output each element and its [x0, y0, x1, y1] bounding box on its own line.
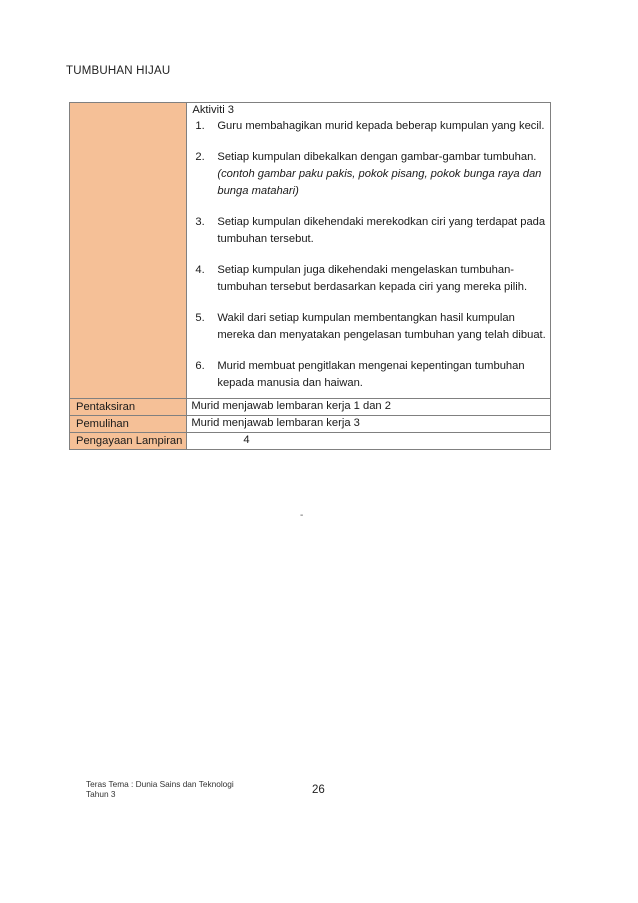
pemulihan-row: [70, 416, 551, 433]
step-text-wrapper: [217, 149, 546, 200]
activity-step: [191, 149, 546, 200]
activity-title: Aktiviti 3: [192, 104, 235, 116]
activity-steps-list: [191, 118, 546, 392]
activity-step: [191, 118, 546, 135]
step-text: Setiap kumpulan dibekalkan dengan gambar-gambar tumbuhan.: [217, 151, 537, 163]
pengayaan-value: 4: [243, 434, 250, 446]
pemulihan-label: Pemulihan: [70, 416, 187, 433]
pengayaan-value-cell: [187, 433, 551, 450]
lesson-plan-table: [69, 102, 551, 450]
activity-step: [191, 262, 546, 296]
activity-row: [70, 103, 551, 399]
activity-label-cell: [70, 103, 187, 399]
step-number: 3.: [195, 216, 205, 228]
pengayaan-label-cell: [70, 433, 187, 450]
step-number: 2.: [195, 151, 205, 163]
pengayaan-row: [70, 433, 551, 450]
step-text: Guru membahagikan murid kepada beberap kumpulan yang kecil.: [217, 120, 545, 132]
step-number: 5.: [195, 312, 205, 324]
step-text: Murid membuat pengitlakan mengenai kepentingan tumbuhan kepada manusia dan haiwan.: [217, 360, 525, 389]
document-header-title: TUMBUHAN HIJAU: [66, 65, 171, 77]
step-text: Wakil dari setiap kumpulan membentangkan hasil kumpulan mereka dan menyatakan pengelasan tumbuhan yang telah dibuat.: [217, 312, 546, 341]
footer-theme: Teras Tema : Dunia Sains dan Teknologi: [86, 779, 234, 789]
pentaksiran-row: [70, 399, 551, 416]
step-note: (contoh gambar paku pakis, pokok pisang, pokok bunga raya dan bunga matahari): [217, 168, 542, 197]
activity-step: [191, 358, 546, 392]
step-text: Setiap kumpulan juga dikehendaki mengelaskan tumbuhan-tumbuhan tersebut berdasarkan kepada ciri yang mereka pilih.: [217, 264, 528, 293]
activity-step: [191, 310, 546, 344]
pentaksiran-value: Murid menjawab lembaran kerja 1 dan 2: [187, 399, 551, 416]
footer-info: [86, 779, 234, 799]
activity-content-cell: [187, 103, 551, 399]
pemulihan-value: Murid menjawab lembaran kerja 3: [187, 416, 551, 433]
page-number: 26: [312, 784, 325, 796]
separator-dash: -: [300, 510, 304, 521]
step-number: 6.: [195, 360, 205, 372]
step-text: Setiap kumpulan dikehendaki merekodkan ciri yang terdapat pada tumbuhan tersebut.: [217, 216, 546, 245]
step-number: 4.: [195, 264, 205, 276]
footer-year: Tahun 3: [86, 789, 116, 799]
pengayaan-label: Pengayaan Lampiran: [76, 435, 183, 447]
pentaksiran-label: Pentaksiran: [70, 399, 187, 416]
activity-step: [191, 214, 546, 248]
step-number: 1.: [195, 120, 205, 132]
